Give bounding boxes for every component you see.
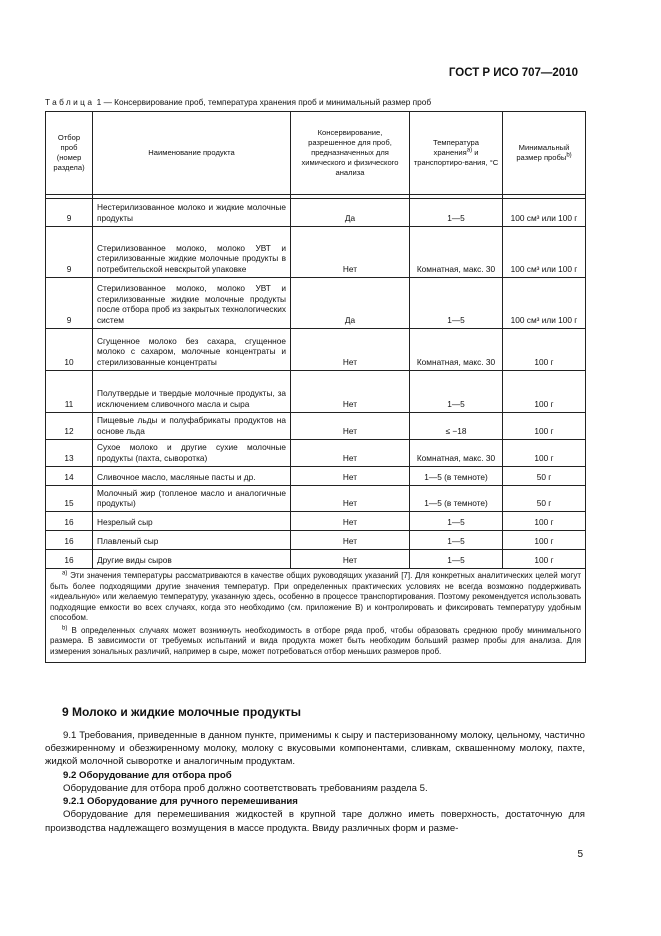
table-notes: [46, 569, 586, 662]
note-a-text: Эти значения температуры рассматриваются в качестве общих руководящих указаний [7]. Для конкретных аналитических целей могут быть более подходящими другие значения температур. При определенных практических условиях не всегда возможно поддерживать «идеальную» или желаемую температуру, указанную здесь, особенно в процессе транспортирования. Поэтому рекомендуется использовать подходящие емкости во всех случаях, когда это необходимо (см. приложение В) и контролировать и фиксировать температуру удобным способом.: [50, 571, 581, 623]
heading-9-2: 9.2 Оборудование для отбора проб: [63, 769, 232, 781]
row-temperature: ≤ −18: [410, 413, 503, 440]
table-row: [46, 485, 586, 512]
row-product-name: Плавленый сыр: [93, 531, 291, 550]
row-preservation: Нет: [291, 512, 410, 531]
table-row: [46, 512, 586, 531]
row-product-name: Сгущенное молоко без сахара, сгущенное молоко с сахаром, молочные концентраты и стерилизованные концентраты: [93, 329, 291, 371]
row-preservation: Нет: [291, 371, 410, 413]
row-temperature: Комнатная, макс. 30: [410, 329, 503, 371]
table-caption-label: Таблица: [45, 97, 95, 107]
row-product-name: Стерилизованное молоко, молоко УВТ и стерилизованные жидкие молочные продукты после отбора проб из закрытых технологических систем: [93, 278, 291, 329]
row-section-number: 16: [46, 550, 93, 569]
row-temperature: Комнатная, макс. 30: [410, 439, 503, 466]
col-header-temperature: [410, 112, 503, 195]
row-section-number: 9: [46, 278, 93, 329]
col-header-min-size: [503, 112, 586, 195]
row-temperature: 1—5: [410, 278, 503, 329]
row-min-size: 100 г: [503, 329, 586, 371]
row-temperature: 1—5: [410, 512, 503, 531]
note-a-ref: a): [466, 147, 473, 154]
row-min-size: 50 г: [503, 466, 586, 485]
row-preservation: Нет: [291, 439, 410, 466]
row-section-number: 12: [46, 413, 93, 440]
row-min-size: 100 г: [503, 439, 586, 466]
row-min-size: 100 г: [503, 413, 586, 440]
table-row: [46, 439, 586, 466]
row-min-size: 100 см³ или 100 г: [503, 227, 586, 278]
table-body: [46, 199, 586, 569]
paragraph-9-2-1: Оборудование для перемешивания жидкостей в крупной таре должно иметь поверхность, достаточную для производства надлежащего возмущения в массе продукта. Ввиду различных форм и разме-: [45, 809, 585, 834]
note-b-mark: b): [62, 625, 68, 632]
col-header-temperature-tail: и транспортиро-вания, °С: [413, 148, 499, 167]
row-section-number: 16: [46, 531, 93, 550]
row-temperature: 1—5 (в темноте): [410, 485, 503, 512]
table-row: [46, 371, 586, 413]
row-product-name: Сухое молоко и другие сухие молочные продукты (пахта, сыворотка): [93, 439, 291, 466]
row-section-number: 9: [46, 227, 93, 278]
row-min-size: 50 г: [503, 485, 586, 512]
table-caption-text: 1 — Консервирование проб, температура хранения проб и минимальный размер проб: [96, 97, 432, 107]
col-header-section: Отбор проб (номер раздела): [46, 112, 93, 195]
row-section-number: 11: [46, 371, 93, 413]
row-product-name: Стерилизованное молоко, молоко УВТ и стерилизованные жидкие молочные продукты в потребительской невскрытой упаковке: [93, 227, 291, 278]
table-row: [46, 278, 586, 329]
heading-9-2-1: 9.2.1 Оборудование для ручного перемешивания: [63, 796, 298, 808]
row-min-size: 100 г: [503, 531, 586, 550]
section-9-title: 9 Молоко и жидкие молочные продукты: [62, 705, 301, 719]
table-row: [46, 199, 586, 227]
table-row: [46, 531, 586, 550]
table-row: [46, 227, 586, 278]
page-number: 5: [577, 849, 583, 860]
table-row: [46, 329, 586, 371]
row-preservation: Нет: [291, 466, 410, 485]
row-product-name: Другие виды сыров: [93, 550, 291, 569]
row-preservation: Нет: [291, 329, 410, 371]
row-section-number: 13: [46, 439, 93, 466]
row-section-number: 15: [46, 485, 93, 512]
note-a: [50, 571, 581, 624]
row-temperature: Комнатная, макс. 30: [410, 227, 503, 278]
row-preservation: Нет: [291, 227, 410, 278]
note-b: [50, 626, 581, 658]
table-header-row: [46, 112, 586, 195]
row-min-size: 100 см³ или 100 г: [503, 278, 586, 329]
row-temperature: 1—5 (в темноте): [410, 466, 503, 485]
row-temperature: 1—5: [410, 199, 503, 227]
row-section-number: 10: [46, 329, 93, 371]
col-header-preservation: Консервирование, разрешенное для проб, предназначенных для химического и физического анализа: [291, 112, 410, 195]
row-temperature: 1—5: [410, 531, 503, 550]
row-min-size: 100 г: [503, 371, 586, 413]
standard-number: ГОСТ Р ИСО 707—2010: [448, 67, 578, 79]
row-product-name: Незрелый сыр: [93, 512, 291, 531]
table-row: [46, 413, 586, 440]
col-header-product: Наименование продукта: [93, 112, 291, 195]
row-section-number: 16: [46, 512, 93, 531]
table-caption: [45, 97, 431, 107]
note-b-text: В определенных случаях может возникнуть необходимость в отборе ряда проб, чтобы образовать среднюю пробу минимального размера. В зависимости от требуемых испытаний и вида продукта может быть необходим больший размер пробы для анализа. Для измерения зональных различий, например в сыре, может потребоваться отбор меньших размеров проб.: [50, 625, 581, 656]
row-product-name: Полутвердые и твердые молочные продукты, за исключением сливочного масла и сыра: [93, 371, 291, 413]
note-a-mark: a): [62, 570, 68, 577]
table-row: [46, 550, 586, 569]
note-b-ref: b): [566, 152, 572, 159]
col-header-temperature-text: Температура хранения: [433, 138, 479, 158]
table-row: [46, 466, 586, 485]
paragraph-9-2: Оборудование для отбора проб должно соответствовать требованиям раздела 5.: [63, 782, 428, 794]
row-product-name: Молочный жир (топленое масло и аналогичные продукты): [93, 485, 291, 512]
col-header-min-size-text: Минимальный размер пробы: [516, 143, 570, 162]
row-preservation: Нет: [291, 413, 410, 440]
row-product-name: Нестерилизованное молоко и жидкие молочные продукты: [93, 199, 291, 227]
preservation-table: [45, 111, 586, 663]
row-preservation: Нет: [291, 531, 410, 550]
row-min-size: 100 см³ или 100 г: [503, 199, 586, 227]
row-section-number: 9: [46, 199, 93, 227]
row-preservation: Нет: [291, 550, 410, 569]
row-min-size: 100 г: [503, 512, 586, 531]
row-preservation: Нет: [291, 485, 410, 512]
row-preservation: Да: [291, 278, 410, 329]
row-min-size: 100 г: [503, 550, 586, 569]
row-product-name: Сливочное масло, масляные пасты и др.: [93, 466, 291, 485]
table-notes-row: [46, 569, 586, 662]
row-product-name: Пищевые льды и полуфабрикаты продуктов на основе льда: [93, 413, 291, 440]
row-preservation: Да: [291, 199, 410, 227]
section-9-body: [45, 729, 585, 835]
row-temperature: 1—5: [410, 550, 503, 569]
row-section-number: 14: [46, 466, 93, 485]
paragraph-9-1: 9.1 Требования, приведенные в данном пункте, применимы к сыру и пастеризованному молоку, цельному, частично обезжиренному и обезжиренному молоку, молоку с вкусовыми компонентами, сливкам, сквашенному молоку, пахте, жидкой молочной сыворотке и аналогичным продуктам.: [45, 730, 585, 768]
row-temperature: 1—5: [410, 371, 503, 413]
